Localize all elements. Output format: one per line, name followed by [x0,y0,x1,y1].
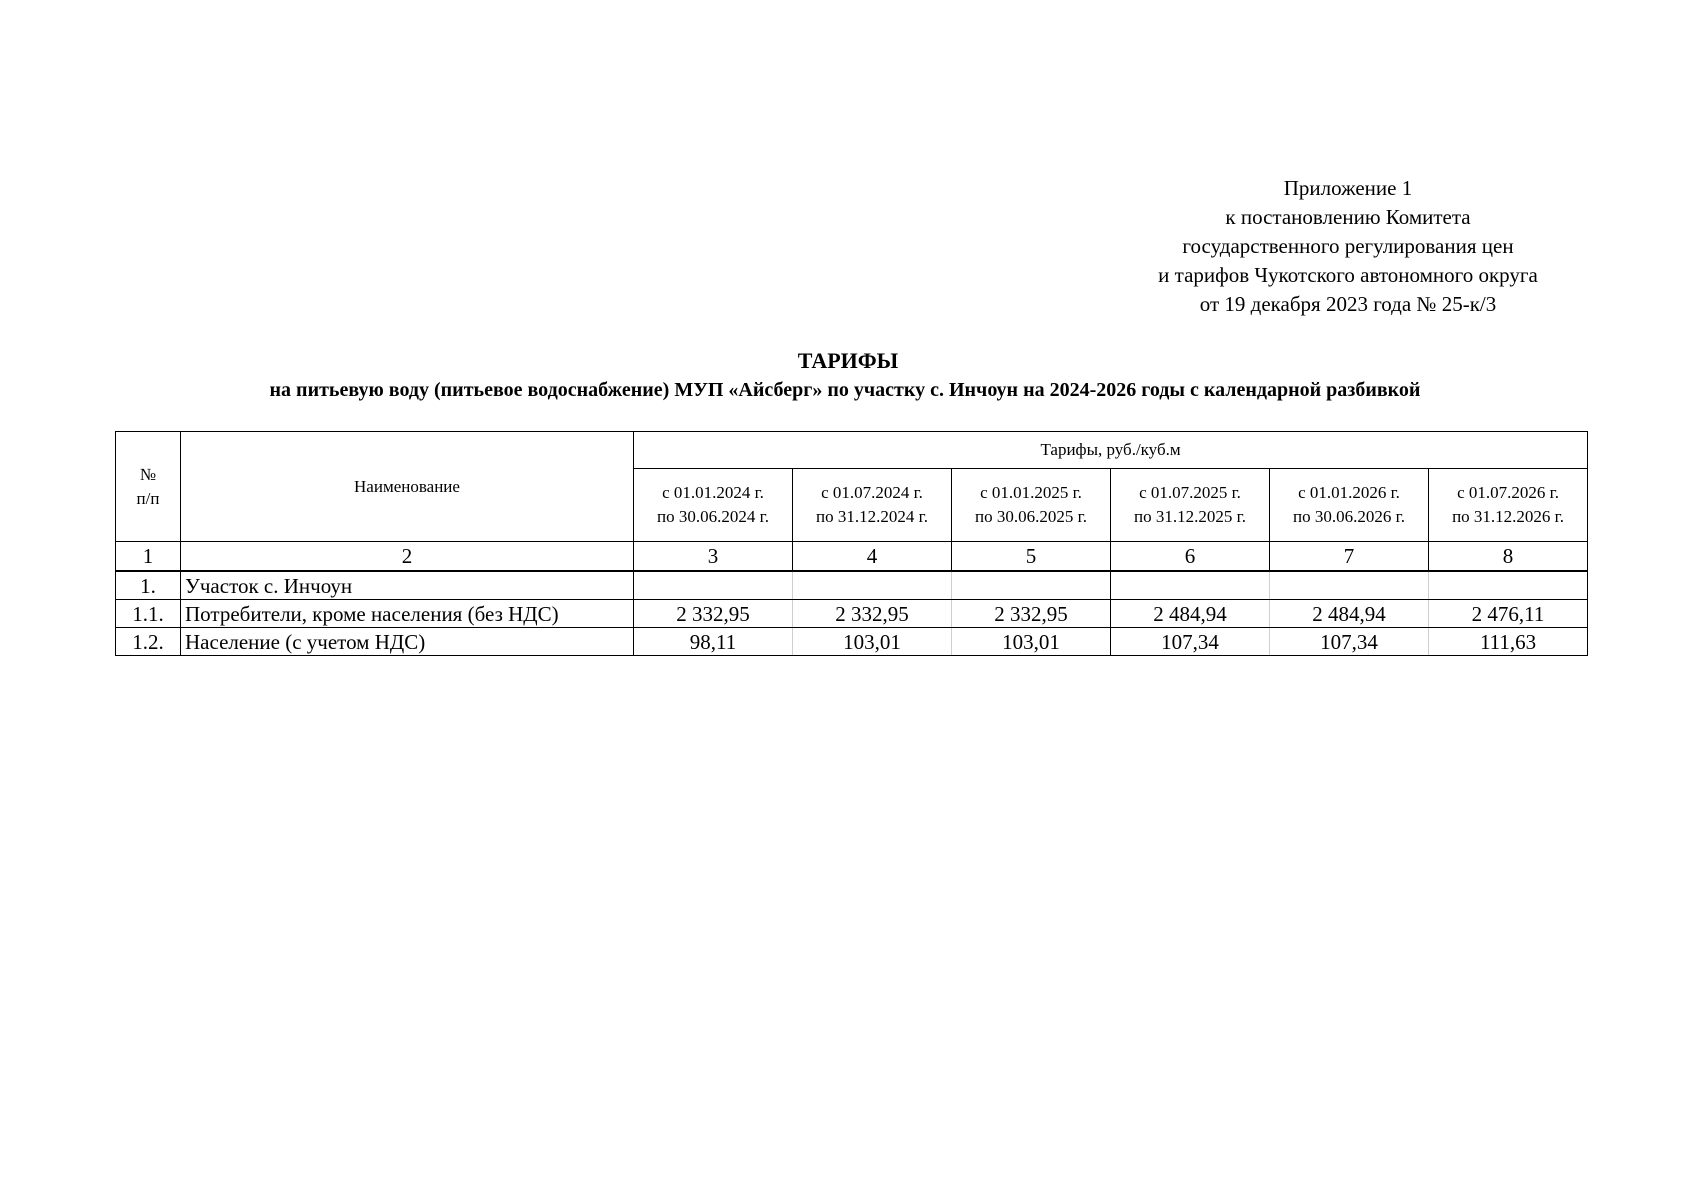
table-row [116,600,1588,628]
header-name: Наименование [181,432,634,542]
tariff-value [952,571,1111,600]
tariff-value: 2 332,95 [634,600,793,628]
column-number: 7 [1270,542,1429,572]
header-period [634,469,793,542]
tariff-value [1270,571,1429,600]
period-to: по 31.12.2026 г. [1452,507,1564,526]
table-row [116,628,1588,656]
row-name: Потребители, кроме населения (без НДС) [181,600,634,628]
header-period [1429,469,1588,542]
tariffs-table [115,431,1588,656]
tariff-value: 2 484,94 [1111,600,1270,628]
tariff-value: 98,11 [634,628,793,656]
period-to: по 31.12.2024 г. [816,507,928,526]
column-number-row [116,542,1588,572]
column-number: 4 [793,542,952,572]
period-from: с 01.01.2025 г. [980,483,1082,502]
tariff-value: 107,34 [1111,628,1270,656]
tariff-value: 107,34 [1270,628,1429,656]
period-to: по 30.06.2025 г. [975,507,1087,526]
tariff-value [1111,571,1270,600]
tariff-value: 2 476,11 [1429,600,1588,628]
period-to: по 30.06.2024 г. [657,507,769,526]
tariff-value: 2 484,94 [1270,600,1429,628]
tariff-value: 2 332,95 [952,600,1111,628]
period-to: по 30.06.2026 г. [1293,507,1405,526]
header-period [952,469,1111,542]
row-number: 1.2. [116,628,181,656]
appendix-line: к постановлению Комитета [1225,205,1471,229]
column-number: 8 [1429,542,1588,572]
header-period [793,469,952,542]
tariff-value [1429,571,1588,600]
tariff-value [793,571,952,600]
appendix-line: от 19 декабря 2023 года № 25-к/3 [1199,292,1497,316]
row-number: 1.1. [116,600,181,628]
title-main: ТАРИФЫ [797,348,899,373]
row-name: Участок с. Инчоун [181,571,634,600]
header-number: № п/п [116,432,181,542]
tariff-value: 103,01 [952,628,1111,656]
header-tariffs: Тарифы, руб./куб.м [634,432,1588,469]
tariff-value: 2 332,95 [793,600,952,628]
appendix-line: и тарифов Чукотского автономного округа [1158,263,1538,287]
appendix-line: государственного регулирования цен [1182,234,1514,258]
period-to: по 31.12.2025 г. [1134,507,1246,526]
tariff-value [634,571,793,600]
column-number: 5 [952,542,1111,572]
period-from: с 01.01.2026 г. [1298,483,1400,502]
header-period [1111,469,1270,542]
appendix-header [1118,174,1578,319]
period-from: с 01.07.2026 г. [1457,483,1559,502]
column-number: 3 [634,542,793,572]
table-row [116,571,1588,600]
row-name: Население (с учетом НДС) [181,628,634,656]
tariff-value: 111,63 [1429,628,1588,656]
tariff-value: 103,01 [793,628,952,656]
header-period [1270,469,1429,542]
period-from: с 01.07.2024 г. [821,483,923,502]
column-number: 2 [181,542,634,572]
row-number: 1. [116,571,181,600]
period-from: с 01.01.2024 г. [662,483,764,502]
period-from: с 01.07.2025 г. [1139,483,1241,502]
document-title [0,346,1698,404]
appendix-line: Приложение 1 [1283,176,1413,200]
title-subtitle: на питьевую воду (питьевое водоснабжение) МУП «Айсберг» по участку с. Инчоун на 2024-2026 годы с календарной разбивкой [269,379,1421,401]
column-number: 6 [1111,542,1270,572]
column-number: 1 [116,542,181,572]
